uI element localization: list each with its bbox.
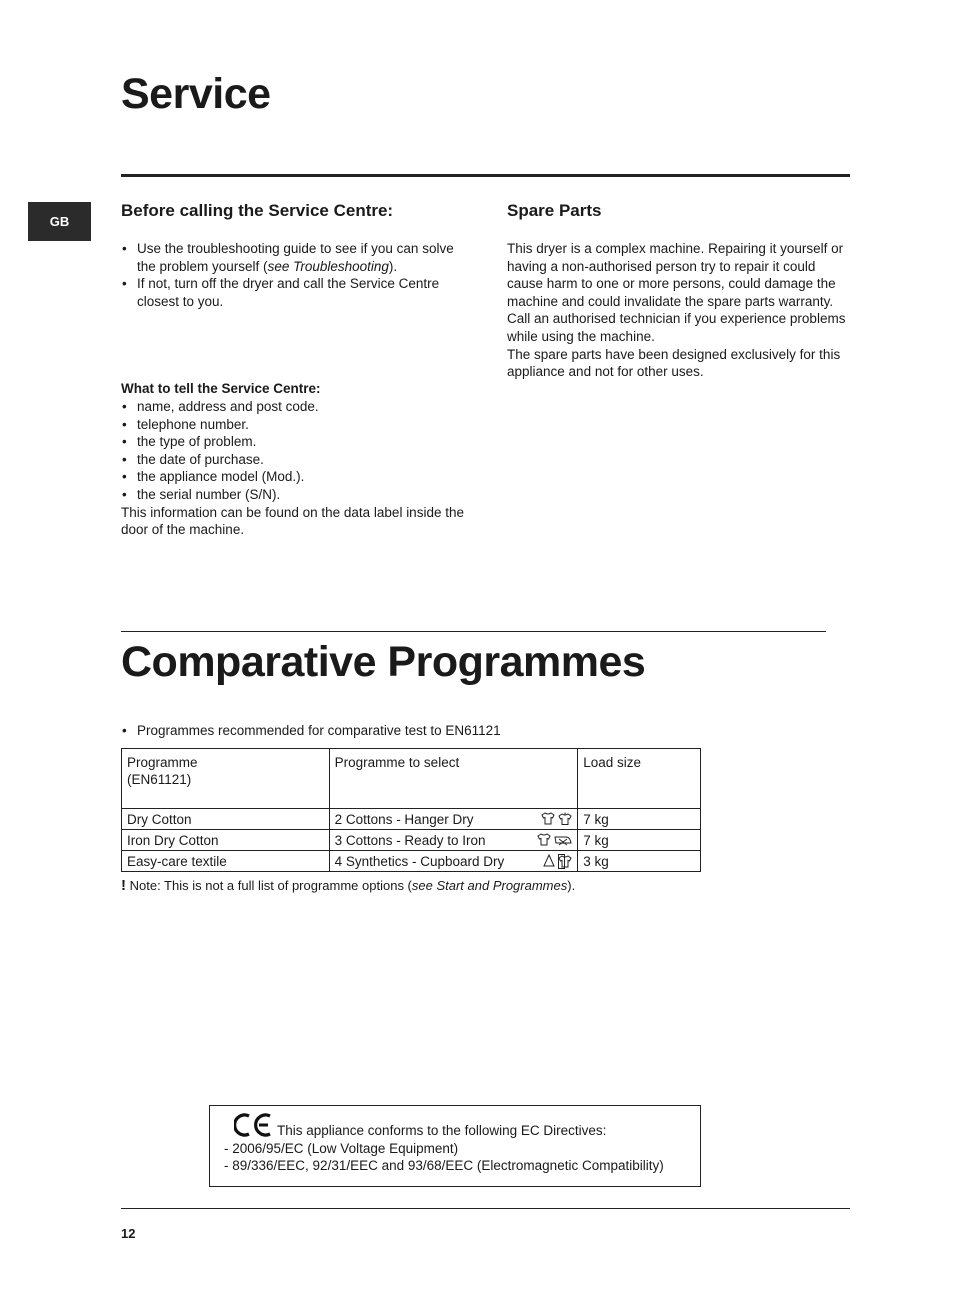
- list-item: • the date of purchase.: [121, 451, 471, 469]
- table-cell: 7 kg: [578, 809, 701, 830]
- page-number: 12: [121, 1226, 136, 1241]
- table-cell: 4 Synthetics - Cupboard Dry: [329, 851, 578, 872]
- table-row: [122, 809, 701, 830]
- cross-reference: see Troubleshooting: [267, 258, 389, 274]
- what-to-tell-heading: What to tell the Service Centre:: [121, 381, 321, 397]
- comparative-note-list: [121, 722, 721, 740]
- table-cell: Easy-care textile: [122, 851, 330, 872]
- footer-divider: [121, 1208, 850, 1209]
- paragraph: The spare parts have been designed exclusively for this appliance and not for other uses.: [507, 346, 841, 380]
- list-item: • name, address and post code.: [121, 398, 471, 416]
- list-item: • Programmes recommended for comparative test to EN61121: [121, 722, 721, 740]
- paragraph: This dryer is a complex machine. Repairing it yourself or having a non-authorised person try to repair it could cause harm to one or more persons, could damage the machine and could invalidate the spare parts warranty.: [507, 241, 844, 309]
- paragraph: Call an authorised technician if you experience problems while using the machine.: [507, 311, 846, 344]
- table-cell: 3 Cottons - Ready to Iron: [329, 830, 578, 851]
- iron-icon: [554, 833, 572, 846]
- before-calling-heading: Before calling the Service Centre:: [121, 201, 394, 220]
- table-header-cell: Load size: [578, 749, 701, 809]
- shirt-icon: [537, 833, 551, 846]
- before-calling-section: [121, 201, 471, 539]
- spare-parts-text: [507, 240, 852, 381]
- shirt-hanger-icon: [558, 812, 572, 825]
- table-header-cell: Programme to select: [329, 749, 578, 809]
- table-cell: Iron Dry Cotton: [122, 830, 330, 851]
- table-cell: 3 kg: [578, 851, 701, 872]
- table-cell: 7 kg: [578, 830, 701, 851]
- list-item: • the appliance model (Mod.).: [121, 468, 471, 486]
- section-title: Comparative Programmes: [121, 638, 646, 686]
- ec-intro: This appliance conforms to the following EC Directives:: [277, 1123, 607, 1138]
- ec-conformity-box: [209, 1105, 701, 1187]
- before-calling-list: [121, 240, 471, 310]
- title-divider: [121, 174, 850, 177]
- list-item: • telephone number.: [121, 416, 471, 434]
- table-header-row: [122, 749, 701, 809]
- programme-note: ! Note: This is not a full list of programme options (see Start and Programmes).: [121, 877, 576, 894]
- shirt-icon: [541, 812, 555, 825]
- list-item: • If not, turn off the dryer and call the Service Centre closest to you.: [121, 275, 471, 310]
- data-label-note: This information can be found on the data label inside the door of the machine.: [121, 504, 464, 538]
- list-item: • the serial number (S/N).: [121, 486, 471, 504]
- table-row: [122, 830, 701, 851]
- table-cell: Dry Cotton: [122, 809, 330, 830]
- section-divider: [121, 631, 826, 632]
- page-title: Service: [121, 70, 271, 118]
- cross-reference: see Start and Programmes: [411, 878, 568, 893]
- table-cell: 2 Cottons - Hanger Dry: [329, 809, 578, 830]
- ec-directive: - 89/336/EEC, 92/31/EEC and 93/68/EEC (Electromagnetic Compatibility): [224, 1158, 664, 1174]
- programmes-table: [121, 748, 701, 872]
- language-tab: GB: [28, 202, 91, 241]
- warning-mark: !: [121, 877, 126, 894]
- table-header-cell: Programme (EN61121): [122, 749, 330, 809]
- synthetics-icon: [543, 854, 555, 867]
- list-item: • Use the troubleshooting guide to see if you can solve the problem yourself (see Troubleshooting).: [121, 240, 471, 275]
- ec-directive: - 2006/95/EC (Low Voltage Equipment): [224, 1140, 459, 1156]
- spare-parts-heading: Spare Parts: [507, 201, 602, 220]
- list-item: • the type of problem.: [121, 433, 471, 451]
- spare-parts-section: [507, 201, 857, 381]
- ec-directives-text: [224, 1122, 664, 1175]
- what-to-tell-list: [121, 398, 471, 504]
- what-to-tell-section: [121, 380, 471, 538]
- table-row: [122, 851, 701, 872]
- cupboard-icon: [558, 854, 572, 869]
